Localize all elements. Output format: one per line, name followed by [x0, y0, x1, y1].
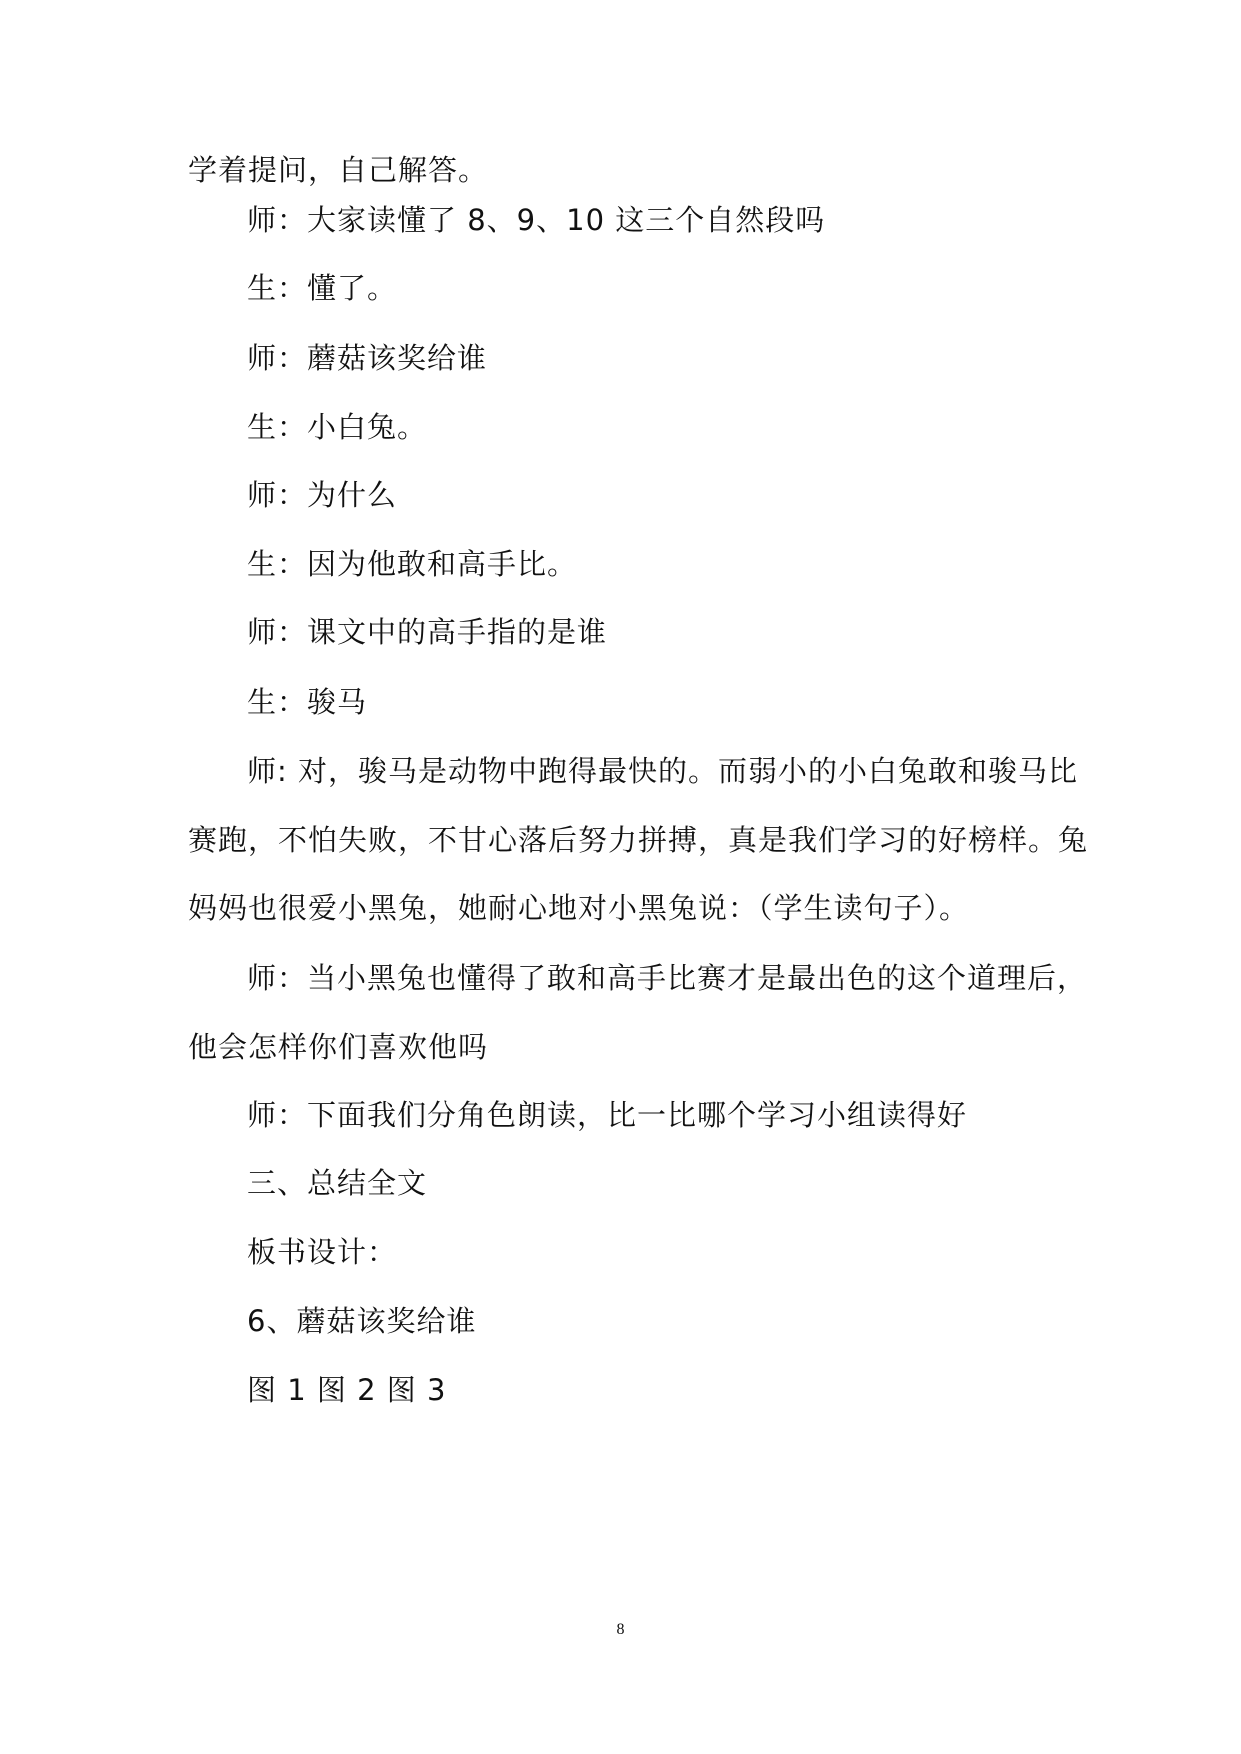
text-line: 师：下面我们分角色朗读，比一比哪个学习小组读得好: [247, 1098, 968, 1132]
text-line: 赛跑，不怕失败，不甘心落后努力拼搏，真是我们学习的好榜样。兔: [188, 823, 1089, 857]
text-line: 生：骏马: [247, 685, 368, 719]
text-line: 他会怎样你们喜欢他吗: [188, 1030, 489, 1064]
text-line: 生：小白兔。: [247, 410, 428, 444]
text-line: 学着提问，自己解答。: [188, 153, 489, 187]
text-line: 师：大家读懂了 8、9、10 这三个自然段吗: [247, 203, 826, 237]
text-line: 师：当小黑兔也懂得了敢和高手比赛才是最出色的这个道理后，: [247, 961, 1088, 995]
text-line: 生：懂了。: [247, 271, 398, 305]
text-line: 师：蘑菇该奖给谁: [247, 341, 488, 375]
text-line: 妈妈也很爱小黑兔，她耐心地对小黑兔说：（学生读句子）。: [188, 891, 970, 925]
text-line: 师: 对，骏马是动物中跑得最快的。而弱小的小白兔敢和骏马比: [247, 754, 1078, 788]
page-number: 8: [616, 1621, 625, 1638]
text-line: 图 1 图 2 图 3: [247, 1373, 447, 1407]
text-line: 师：课文中的高手指的是谁: [247, 615, 608, 649]
text-line: 6、蘑菇该奖给谁: [247, 1304, 477, 1338]
section-heading: 三、总结全文: [247, 1166, 428, 1200]
text-line: 生：因为他敢和高手比。: [247, 547, 578, 581]
text-line: 板书设计：: [247, 1235, 398, 1269]
text-line: 师：为什么: [247, 478, 398, 512]
